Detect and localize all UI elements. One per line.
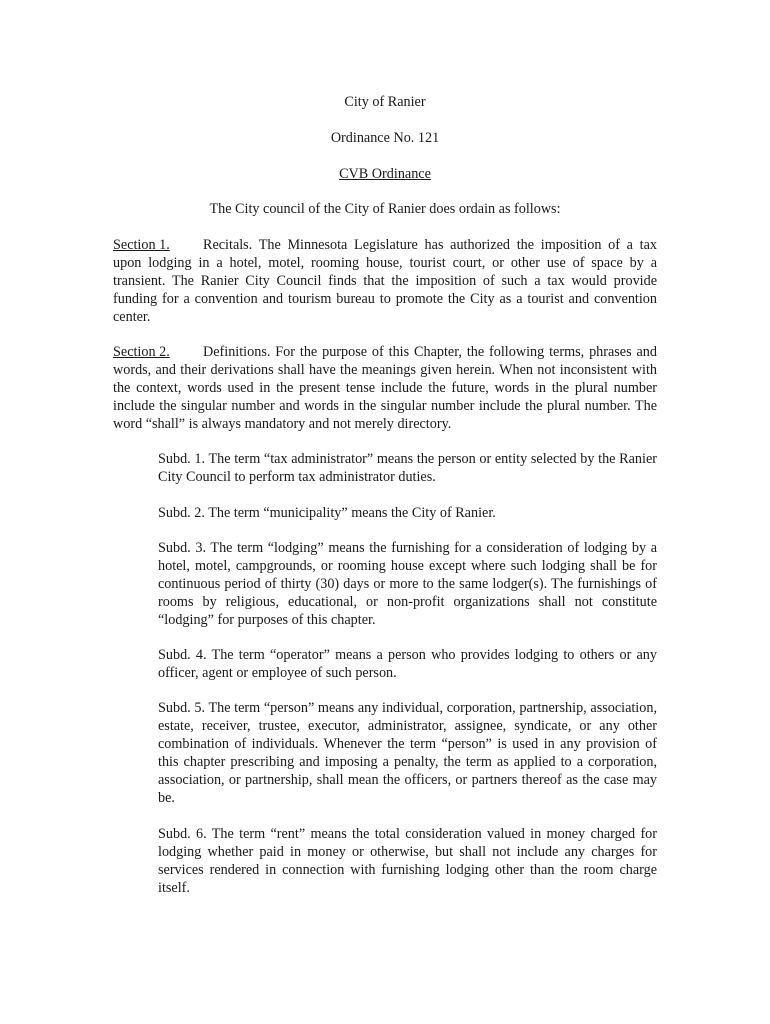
ordinance-number: Ordinance No. 121 — [330, 130, 440, 146]
ordinance-title — [0, 166, 770, 184]
preamble: The City council of the City of Ranier does ordain as follows: — [209, 201, 561, 217]
subdivision-4: Subd. 4. The term “operator” means a person who provides lodging to others or any officer, agent or employee of such person. — [158, 647, 657, 681]
section-2-text: Definitions. For the purpose of this Chapter, the following terms, phrases and words, and their derivations shall have the meanings given herein. When not inconsistent with the context, words used in the present tense include the future, words in the plural number include the singular number and words in the singular number include the plural number. The word “shall” is always mandatory and not merely directory. — [113, 344, 657, 432]
section-2-label: Section 2. — [113, 344, 170, 360]
section-1 — [113, 237, 657, 327]
subdivision-5: Subd. 5. The term “person” means any individual, corporation, partnership, association, estate, receiver, trustee, executor, administrator, assignee, syndicate, or any other combination of individuals. Whenever the term “person” is used in any provision of this chapter prescribing and imposing a penalty, the term as applied to a corporation, association, or partnership, shall mean the officers, or partners thereof as the case may be. — [158, 700, 657, 806]
ordinance-title-text: CVB Ordinance — [339, 166, 431, 182]
city-heading: City of Ranier — [344, 94, 426, 110]
subdivision-6: Subd. 6. The term “rent” means the total consideration valued in money charged for lodging whether paid in money or otherwise, but shall not include any charges for services rendered in connection with furnishing lodging other than the room charge itself. — [158, 826, 657, 896]
subdivision-2: Subd. 2. The term “municipality” means the City of Ranier. — [158, 505, 496, 521]
subdivision-1: Subd. 1. The term “tax administrator” means the person or entity selected by the Ranier City Council to perform tax administrator duties. — [158, 451, 657, 485]
section-1-text: Recitals. The Minnesota Legislature has authorized the imposition of a tax upon lodging in a hotel, motel, rooming house, tourist court, or other use of space by a transient. The Ranier City Council finds that the imposition of such a tax would provide funding for a convention and tourism bureau to promote the City as a tourist and convention center. — [113, 237, 657, 325]
section-2 — [113, 344, 657, 434]
section-1-label: Section 1. — [113, 237, 170, 253]
subdivision-3: Subd. 3. The term “lodging” means the furnishing for a consideration of lodging by a hotel, motel, campgrounds, or rooming house except where such lodging shall be for continuous period of thirty (30) days or more to the same lodger(s). The furnishings of rooms by religious, educational, or non-profit organizations shall not constitute “lodging” for purposes of this chapter. — [158, 540, 657, 628]
